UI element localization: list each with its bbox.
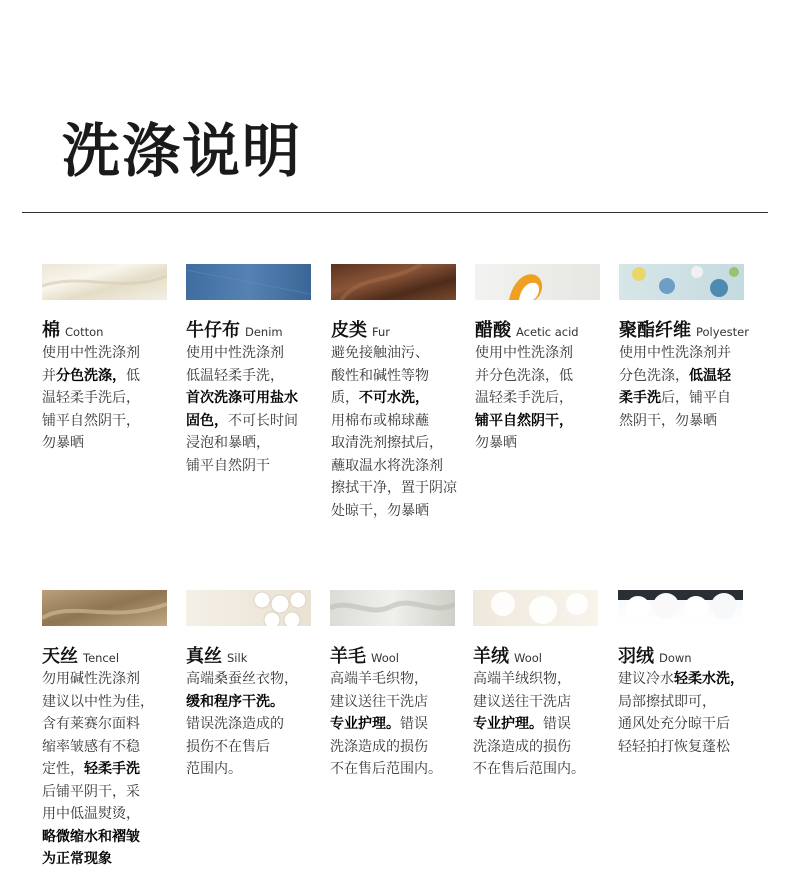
care-text-run: 酸性和碱性等物 [331, 367, 429, 384]
care-text-run: 取清洗剂擦拭后， [331, 435, 443, 451]
fabric-name-en: Acetic acid [516, 325, 579, 339]
care-text-line [42, 758, 170, 781]
care-text-emphasis: 低温轻 [689, 367, 731, 384]
care-text-line [619, 387, 747, 410]
care-text-line [186, 668, 314, 691]
fabric-name-zh: 真丝 [186, 646, 222, 667]
care-text-line [186, 342, 314, 365]
care-text-line [331, 342, 459, 365]
care-text-run: 并 [42, 367, 56, 384]
care-text-line [475, 432, 603, 455]
care-text-line [42, 365, 170, 388]
care-text-run: 轻轻拍打恢复蓬松 [618, 738, 730, 755]
care-text-run: 通风处充分晾干后 [618, 716, 730, 732]
fabric-name-zh: 牛仔布 [186, 320, 240, 341]
care-text-line [330, 736, 458, 759]
care-text-emphasis: 专业护理。 [330, 716, 400, 732]
care-text-line [475, 365, 603, 388]
care-text-line [330, 713, 458, 736]
fabric-care-text [42, 342, 170, 455]
care-text-line [186, 410, 314, 433]
fabric-care-text [618, 668, 746, 758]
care-text-emphasis: 略微缩水和褶皱 [42, 828, 140, 845]
care-text-line [186, 758, 314, 781]
care-text-run: 错误 [543, 716, 571, 732]
care-text-run: 勿用碱性洗涤剂 [42, 671, 140, 687]
fabric-name-zh: 棉 [42, 320, 60, 341]
care-text-line [186, 691, 314, 714]
care-text-line [331, 455, 459, 478]
care-text-emphasis: 不可水洗， [359, 390, 429, 406]
fabric-care-text [186, 342, 314, 477]
fabric-name-en: Cotton [65, 325, 104, 339]
care-text-run: 缩率皱感有不稳 [42, 738, 140, 755]
care-text-run: 勿暴晒 [42, 435, 84, 451]
care-text-line [186, 455, 314, 478]
care-text-run: 用棉布或棉球蘸 [331, 412, 429, 429]
care-text-run: 铺平自然阴干 [186, 457, 270, 474]
fabric-card-tencel [42, 590, 170, 871]
care-text-line [186, 365, 314, 388]
care-text-emphasis: 固色， [186, 412, 228, 429]
care-text-line [475, 342, 603, 365]
fabric-name-zh: 羊毛 [330, 646, 366, 667]
care-text-run: 质， [331, 390, 359, 406]
care-text-run: 避免接触油污、 [331, 345, 429, 361]
care-text-run: 分色洗涤， [619, 367, 689, 384]
care-text-run: 蘸取温水将洗涤剂 [331, 457, 443, 474]
fabric-card-cashmere [473, 590, 601, 781]
care-text-line [331, 410, 459, 433]
down-swatch-image [618, 590, 743, 626]
care-text-run: 勿暴晒 [475, 435, 517, 451]
care-text-run: 擦拭干净，置于阴凉 [331, 480, 457, 496]
fabric-card-polyester [619, 264, 747, 432]
care-text-run: 并分色洗涤，低 [475, 367, 573, 384]
care-text-emphasis: 轻柔水洗， [674, 671, 744, 687]
care-text-run: 不在售后范围内。 [473, 761, 585, 777]
fabric-card-fur [331, 264, 459, 522]
care-text-line [331, 477, 459, 500]
care-text-line [42, 803, 170, 826]
fabric-name-zh: 皮类 [331, 320, 367, 341]
fabric-name-zh: 聚酯纤维 [619, 320, 691, 341]
fabric-care-text [331, 342, 459, 522]
cotton-swatch-image [42, 264, 167, 300]
care-text-run: 高端桑蚕丝衣物， [186, 671, 298, 687]
silk-swatch-image [186, 590, 311, 626]
care-text-line [42, 668, 170, 691]
fabric-card-silk [186, 590, 314, 781]
fabric-card-denim [186, 264, 314, 477]
fabric-name-en: Denim [245, 325, 283, 339]
care-text-run: 浸泡和暴晒， [186, 435, 270, 451]
care-text-run: 温轻柔手洗后， [475, 390, 573, 406]
care-text-line [42, 713, 170, 736]
care-text-line [331, 500, 459, 523]
care-text-run: 不在售后范围内。 [330, 761, 442, 777]
care-text-line [618, 736, 746, 759]
care-text-run: 用中低温熨烫， [42, 806, 140, 822]
care-text-emphasis: 柔手洗 [619, 390, 661, 406]
care-text-line [331, 387, 459, 410]
wool-swatch-image [330, 590, 455, 626]
polyester-swatch-image [619, 264, 744, 300]
care-text-line [618, 713, 746, 736]
fabric-name-en: Polyester [696, 325, 749, 339]
care-text-line [473, 668, 601, 691]
care-text-line [42, 387, 170, 410]
care-text-line [618, 668, 746, 691]
fabric-name-zh: 天丝 [42, 646, 78, 667]
care-text-line [42, 342, 170, 365]
fabric-name-en: Tencel [83, 651, 120, 665]
care-text-run: 低温轻柔手洗， [186, 367, 284, 384]
fabric-name-en: Fur [372, 325, 391, 339]
care-text-line [473, 736, 601, 759]
care-text-line [619, 365, 747, 388]
care-text-line [473, 758, 601, 781]
fabric-care-text [330, 668, 458, 781]
care-text-line [42, 848, 170, 871]
care-text-line [42, 432, 170, 455]
care-text-line [475, 410, 603, 433]
care-text-line [330, 758, 458, 781]
fabric-name-en: Silk [227, 651, 248, 665]
care-text-line [331, 432, 459, 455]
care-text-run: 范围内。 [186, 761, 242, 777]
care-text-run: 然阴干，勿暴晒 [619, 412, 717, 429]
care-text-run: 定性， [42, 761, 84, 777]
care-text-run: 低 [126, 367, 140, 384]
care-text-run: 处晾干，勿暴晒 [331, 502, 429, 519]
care-text-line [186, 387, 314, 410]
care-text-run: 洗涤造成的损伤 [330, 738, 428, 755]
care-text-emphasis: 专业护理。 [473, 716, 543, 732]
fabric-name-zh: 羊绒 [473, 646, 509, 667]
fabric-care-text [42, 668, 170, 871]
care-text-run: 高端羊绒织物， [473, 671, 571, 687]
denim-swatch-image [186, 264, 311, 300]
fabric-card-down [618, 590, 746, 758]
title-divider [22, 212, 768, 213]
care-text-run: 洗涤造成的损伤 [473, 738, 571, 755]
care-text-emphasis: 轻柔手洗 [84, 761, 140, 777]
fabric-card-acetic [475, 264, 603, 455]
care-text-emphasis: 铺平自然阴干， [475, 412, 573, 429]
care-text-line [186, 736, 314, 759]
care-text-emphasis: 首次洗涤可用盐水 [186, 390, 298, 406]
care-text-line [473, 713, 601, 736]
care-text-run: 使用中性洗涤剂并 [619, 345, 731, 361]
care-text-run: 后铺平阴干，采 [42, 783, 140, 800]
care-text-line [473, 691, 601, 714]
care-text-line [330, 691, 458, 714]
fur-swatch-image [331, 264, 456, 300]
care-text-line [42, 691, 170, 714]
care-text-line [331, 365, 459, 388]
care-text-line [186, 713, 314, 736]
care-text-run: 后，铺平自 [661, 390, 731, 406]
care-text-run: 使用中性洗涤剂 [186, 345, 284, 361]
care-text-line [42, 410, 170, 433]
fabric-name-en: Down [659, 651, 692, 665]
care-text-run: 高端羊毛织物， [330, 671, 428, 687]
fabric-name-en: Wool [371, 651, 399, 665]
page-title: 洗涤说明 [62, 117, 303, 185]
cashmere-swatch-image [473, 590, 598, 626]
care-text-emphasis: 分色洗涤， [56, 367, 126, 384]
fabric-care-text [619, 342, 747, 432]
fabric-care-text [475, 342, 603, 455]
care-text-emphasis: 缓和程序干洗。 [186, 693, 284, 710]
care-text-run: 含有莱赛尔面料 [42, 716, 140, 732]
care-text-emphasis: 为正常现象 [42, 851, 112, 867]
care-text-line [42, 826, 170, 849]
care-text-line [619, 410, 747, 433]
care-text-line [618, 691, 746, 714]
acetic-swatch-image [475, 264, 600, 300]
care-text-run: 局部擦拭即可， [618, 693, 716, 710]
care-text-line [619, 342, 747, 365]
care-text-run: 使用中性洗涤剂 [42, 345, 140, 361]
care-text-run: 使用中性洗涤剂 [475, 345, 573, 361]
care-text-run: 建议冷水 [618, 671, 674, 687]
care-text-line [42, 781, 170, 804]
fabric-name-zh: 醋酸 [475, 320, 511, 341]
care-text-line [330, 668, 458, 691]
fabric-card-wool [330, 590, 458, 781]
fabric-care-text [473, 668, 601, 781]
care-text-run: 建议送往干洗店 [473, 693, 571, 710]
care-text-run: 温轻柔手洗后， [42, 390, 140, 406]
tencel-swatch-image [42, 590, 167, 626]
care-text-run: 错误 [400, 716, 428, 732]
care-text-run: 损伤不在售后 [186, 738, 270, 755]
care-text-run: 铺平自然阴干， [42, 412, 140, 429]
fabric-name-zh: 羽绒 [618, 646, 654, 667]
care-text-line [475, 387, 603, 410]
care-text-run: 建议以中性为佳， [42, 693, 154, 710]
care-text-run: 不可长时间 [228, 412, 298, 429]
care-text-run: 建议送往干洗店 [330, 693, 428, 710]
care-text-line [186, 432, 314, 455]
fabric-card-cotton [42, 264, 170, 455]
fabric-care-text [186, 668, 314, 781]
care-text-line [42, 736, 170, 759]
care-text-run: 错误洗涤造成的 [186, 716, 284, 732]
fabric-name-en: Wool [514, 651, 542, 665]
